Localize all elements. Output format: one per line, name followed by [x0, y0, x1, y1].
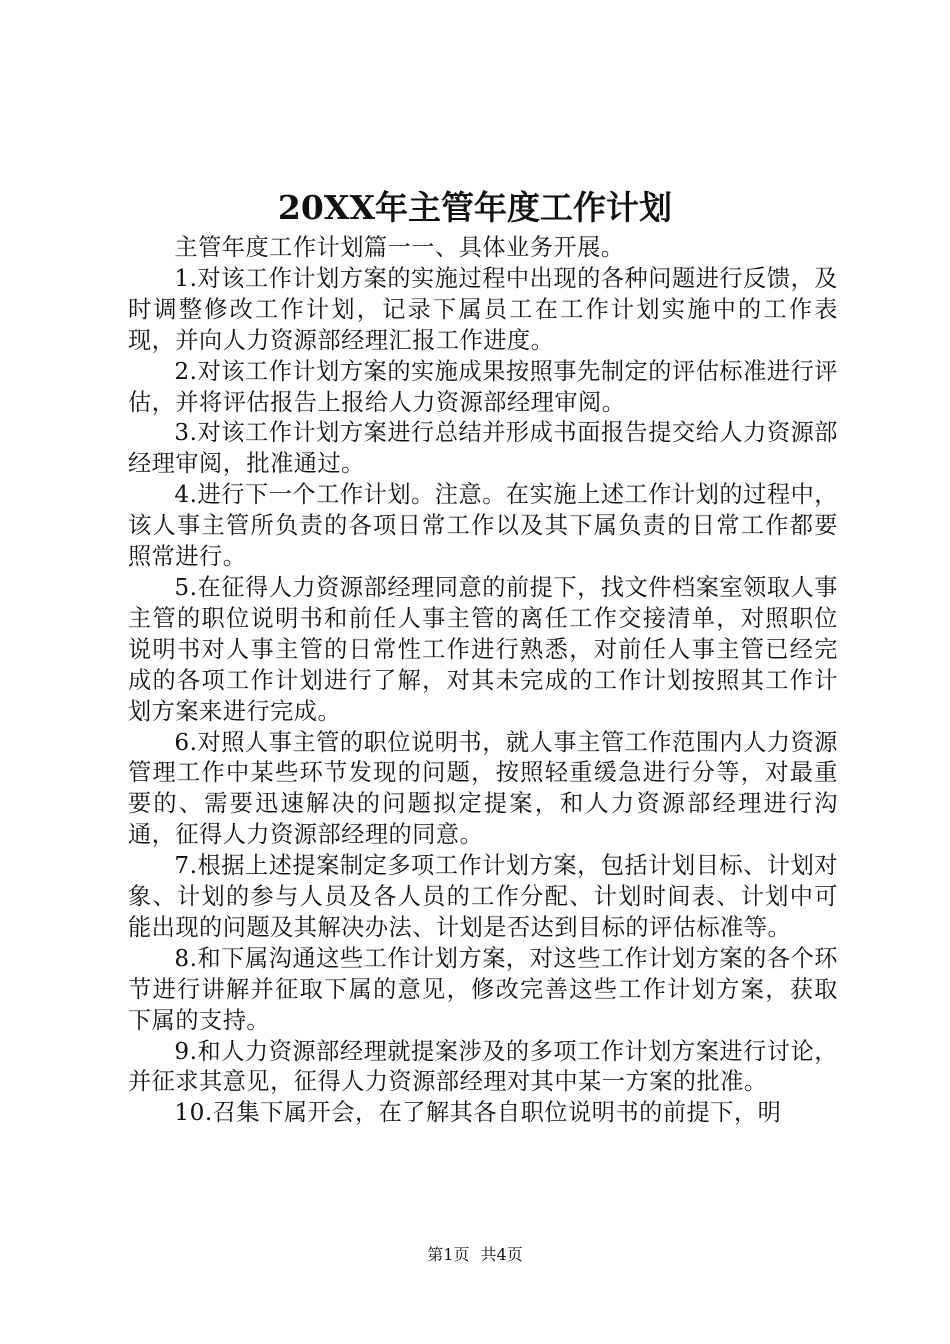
document-title: 20XX年主管年度工作计划 — [277, 188, 673, 227]
paragraph-item-10: 10.召集下属开会，在了解其各自职位说明书的前提下，明 — [174, 1099, 782, 1127]
paragraph-item-9: 9.和人力资源部经理就提案涉及的多项工作计划方案进行讨论，并征求其意见，征得人力资源部经理对其中某一方案的批准。 — [128, 1037, 838, 1096]
paragraph-item-3: 3.对该工作计划方案进行总结并形成书面报告提交给人力资源部经理审阅，批准通过。 — [128, 419, 838, 478]
paragraph-intro: 主管年度工作计划篇一一、具体业务开展。 — [174, 234, 625, 261]
paragraph-item-4: 4.进行下一个工作计划。注意。在实施上述工作计划的过程中，该人事主管所负责的各项日常工作以及其下属负责的日常工作都要照常进行。 — [128, 481, 838, 571]
paragraph-item-8: 8.和下属沟通这些工作计划方案，对这些工作计划方案的各个环节进行讲解并征取下属的意见，修改完善这些工作计划方案，获取下属的支持。 — [128, 944, 838, 1034]
paragraph-item-6: 6.对照人事主管的职位说明书，就人事主管工作范围内人力资源管理工作中某些环节发现的问题，按照轻重缓急进行分等，对最重要的、需要迅速解决的问题拟定提案，和人力资源部经理进行沟通，征得人力资源部经理的同意。 — [128, 728, 838, 849]
paragraph-item-2: 2.对该工作计划方案的实施成果按照事先制定的评估标准进行评估，并将评估报告上报给人力资源部经理审阅。 — [128, 357, 838, 416]
paragraph-item-1: 1.对该工作计划方案的实施过程中出现的各种问题进行反馈，及时调整修改工作计划，记录下属员工在工作计划实施中的工作表现，并向人力资源部经理汇报工作进度。 — [128, 264, 838, 354]
paragraph-item-5: 5.在征得人力资源部经理同意的前提下，找文件档案室领取人事主管的职位说明书和前任人事主管的离任工作交接清单，对照职位说明书对人事主管的日常性工作进行熟悉，对前任人事主管已经完成的各项工作计划进行了解，对其未完成的工作计划按照其工作计划方案来进行完成。 — [128, 573, 838, 725]
paragraph-item-7: 7.根据上述提案制定多项工作计划方案，包括计划目标、计划对象、计划的参与人员及各人员的工作分配、计划时间表、计划中可能出现的问题及其解决办法、计划是否达到目标的评估标准等。 — [128, 852, 838, 941]
page-number: 第1页 — [427, 1245, 470, 1264]
page-total: 共4页 — [480, 1245, 523, 1264]
page-footer — [0, 1244, 950, 1266]
document-body — [128, 233, 838, 1129]
